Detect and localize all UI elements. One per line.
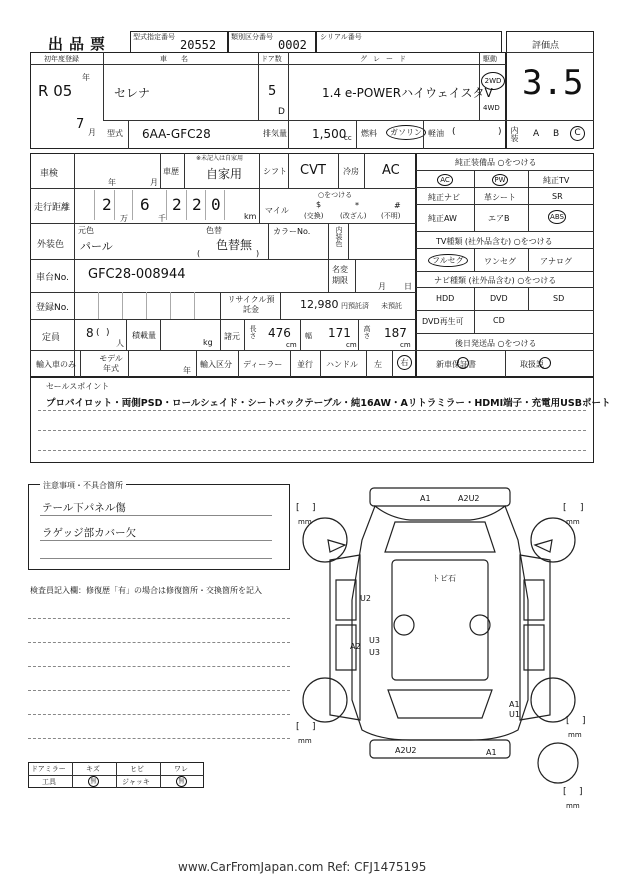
unknown-label: (不明) — [381, 212, 401, 220]
displacement-label: 排気量 — [263, 129, 287, 138]
later-header: 後日発送品 ○をつける — [455, 339, 537, 348]
equip-abs: ABS — [548, 210, 566, 224]
tyre-fl-mm: mm — [298, 518, 312, 526]
equip-aw: 純正AW — [428, 214, 457, 223]
ac-value: AC — [382, 163, 400, 178]
mark-front-a2u2: A2U2 — [458, 494, 480, 503]
parallel-label: 並行 — [297, 360, 313, 369]
category-label: 類別区分番号 — [231, 33, 273, 41]
displacement-unit: cc — [344, 134, 352, 142]
height-unit: cm — [400, 341, 411, 349]
later-manual: 取扱説 — [520, 360, 544, 369]
ac-label: 冷房 — [343, 167, 359, 176]
navi-sd: SD — [553, 294, 565, 303]
page-title: 出品票 — [48, 35, 112, 53]
type-value: 6AA-GFC28 — [142, 127, 211, 141]
drive-label: 駆動 — [483, 55, 497, 63]
sales-points-label: セールスポイント — [46, 382, 110, 391]
mileage-digit-3: 2 — [172, 195, 182, 214]
history-label: 車歴 — [163, 167, 179, 176]
capacity-value: 8 — [86, 326, 94, 340]
name-change-label: 名変期限 — [332, 265, 348, 285]
capacity-label: 定員 — [42, 333, 61, 343]
fuel-gasoline: ガソリン — [386, 125, 426, 140]
car-name-label: 車名 — [160, 55, 202, 63]
navi-dvd-play: DVD再生可 — [422, 317, 464, 326]
equip-leather: 革シート — [484, 193, 516, 202]
later-warranty: 新車保証書 — [436, 360, 476, 369]
equip-tv: 純正TV — [543, 176, 570, 185]
paint-label: 色替 — [206, 226, 222, 235]
handle-label: ハンドル — [326, 360, 358, 369]
exchange-symbol: $ — [316, 200, 322, 209]
exchange-label: (交換) — [304, 212, 324, 220]
inspection-month-suffix: 月 — [150, 178, 158, 187]
mark-rear-a2u2: A2U2 — [395, 746, 417, 755]
equip-sr: SR — [552, 192, 563, 201]
history-note: ※未記入は自家用 — [196, 155, 244, 162]
std-equipment-header: 純正装備品 ○をつける — [455, 158, 537, 167]
dealer-label: ディーラー — [243, 360, 283, 369]
type-label: 型式 — [107, 129, 123, 138]
length-label: 長さ — [249, 325, 257, 339]
grade-label: グレード — [360, 55, 412, 63]
right-hand-label: 右 — [397, 355, 412, 370]
drive-2wd: 2WD — [481, 72, 505, 90]
width-unit: cm — [346, 341, 357, 349]
color-no-label: カラーNo. — [273, 227, 311, 236]
navi-header: ナビ種類 (社外品含む) ○をつける — [434, 276, 557, 285]
circle-note: ○をつける — [318, 191, 353, 199]
model-designation-label: 型式指定番号 — [133, 33, 175, 41]
original-color-label: 元色 — [78, 226, 94, 235]
inspector-label: 検査員記入欄：修復歴「有」の場合は修復箇所・交換箇所を記入 — [30, 586, 262, 595]
car-name-value: セレナ — [114, 86, 151, 100]
recycle-label: リサイクル預託金 — [227, 295, 275, 314]
legend-scratch: キズ — [86, 765, 100, 773]
mark-rear-a1: A1 — [486, 748, 497, 757]
legend-crack: ヒビ — [130, 765, 144, 773]
month-suffix: 月 — [88, 128, 96, 137]
shift-value: CVT — [300, 163, 326, 178]
navi-dvd: DVD — [490, 294, 508, 303]
tv-header: TV種類 (社外品含む) ○をつける — [436, 237, 553, 246]
original-color-value: パール — [80, 240, 113, 253]
recycle-status: 円預託済 — [341, 302, 369, 310]
mileage-man: 万 — [120, 214, 128, 223]
mileage-unit: km — [244, 212, 257, 221]
fuel-label: 燃料 — [361, 129, 377, 138]
name-change-day: 日 — [404, 282, 412, 291]
registration-label: 登録No. — [36, 303, 69, 313]
height-value: 187 — [384, 326, 407, 340]
name-change-month: 月 — [378, 282, 386, 291]
load-label: 積載量 — [132, 331, 156, 340]
left-hand-label: 左 — [374, 360, 382, 369]
width-value: 171 — [328, 326, 351, 340]
legend-tools-value: 無 — [88, 776, 99, 787]
interior-c: C — [570, 126, 585, 141]
sales-points-text: プロパイロット・両側PSD・ロールシェイド・シートバックテーブル・純16AW・Aリトラミラー・HDMI端子・充電用USBポート — [46, 398, 611, 409]
chassis-label: 車台No. — [36, 273, 69, 283]
legend-door-mirror: ドアミラー — [31, 765, 66, 773]
first-reg-month: 7 — [76, 117, 85, 132]
height-label: 高さ — [363, 325, 371, 339]
inspection-label: 車検 — [40, 169, 59, 179]
length-value: 476 — [268, 326, 291, 340]
drive-4wd: 4WD — [483, 104, 500, 112]
legend-broken: ワレ — [174, 765, 188, 773]
grade-value: 1.4 e-POWERハイウェイスタV — [322, 86, 493, 100]
model-designation-value: 20552 — [180, 38, 217, 52]
paint-value: 色替無 — [216, 238, 253, 252]
tyre-rl-mm: mm — [298, 737, 312, 745]
displacement-value: 1,500 — [312, 127, 347, 141]
tyre-spare-mm: mm — [566, 802, 580, 810]
first-reg-year: R 05 — [38, 82, 73, 100]
navi-hdd: HDD — [436, 294, 455, 303]
model-year-suffix: 年 — [183, 366, 191, 375]
equip-ac: AC — [437, 174, 453, 186]
tyre-rr-mm: mm — [568, 731, 582, 739]
equip-navi: 純正ナビ — [428, 193, 460, 202]
serial-label: シリアル番号 — [320, 33, 362, 41]
shift-label: シフト — [263, 167, 287, 176]
mileage-digit-1: 2 — [102, 195, 112, 214]
footer-watermark: www.CarFromJapan.com Ref: CFJ1475195 — [178, 860, 427, 874]
interior-color-label: 内装色 — [335, 226, 343, 247]
doors-value: 5 — [268, 84, 277, 99]
fuel-diesel: 軽油 — [428, 129, 444, 138]
notes-line-2: ラゲッジ部カバー欠 — [42, 527, 137, 539]
mileage-sen: 千 — [158, 214, 166, 223]
interior-label: 内装 — [510, 126, 519, 142]
mileage-digit-2: 6 — [140, 195, 150, 214]
mileage-digit-5: 0 — [211, 195, 221, 214]
tyre-fr-mm: mm — [566, 518, 580, 526]
import-label: 輸入車のみ — [36, 360, 76, 369]
mark-left-u3b: U3 — [369, 648, 380, 657]
mark-front-a1: A1 — [420, 494, 431, 503]
recycle-value: 12,980 — [300, 298, 339, 311]
score-label: 評価点 — [532, 41, 560, 51]
mark-left-u2: U2 — [360, 594, 371, 603]
interior-b: B — [553, 129, 560, 139]
year-suffix: 年 — [82, 73, 90, 82]
mile-label: マイル — [265, 206, 289, 215]
equip-airbag: エアB — [488, 214, 510, 223]
unknown-symbol: # — [394, 201, 401, 210]
exterior-color-label: 外装色 — [37, 240, 65, 250]
inspection-year-suffix: 年 — [108, 178, 116, 187]
navi-cd: CD — [493, 316, 505, 325]
history-value: 自家用 — [206, 167, 243, 181]
equip-pw: PW — [492, 174, 508, 186]
tv-oneseg: ワンセグ — [484, 257, 516, 266]
mileage-digit-4: 2 — [192, 195, 202, 214]
model-year-label: モデル年式 — [99, 354, 123, 373]
first-reg-label: 初年度登録 — [44, 55, 79, 63]
load-unit: kg — [203, 338, 213, 347]
tv-analog: アナログ — [540, 257, 572, 266]
notes-line-1: テール下パネル傷 — [42, 502, 126, 514]
length-unit: cm — [286, 341, 297, 349]
import-type-label: 輸入区分 — [200, 360, 232, 369]
mark-roof-stone: トビ石 — [432, 574, 456, 583]
tv-fullseg: フルセグ — [428, 254, 468, 267]
chassis-value: GFC28-008944 — [88, 267, 186, 282]
legend-tools: 工具 — [42, 778, 56, 786]
category-value: 0002 — [278, 38, 307, 52]
capacity-unit: 人 — [116, 339, 124, 348]
mark-left-u3a: U3 — [369, 636, 380, 645]
door-type: D — [278, 107, 285, 117]
interior-a: A — [533, 129, 540, 139]
doors-label: ドア数 — [261, 55, 282, 63]
mark-right-a1: A1 — [509, 700, 520, 709]
mark-right-u1: U1 — [509, 710, 520, 719]
legend-jack-value: 無 — [176, 776, 187, 787]
notes-label: 注意事項・不具合箇所 — [40, 480, 126, 491]
not-deposited: 未預託 — [381, 302, 402, 310]
tamper-symbol: * — [355, 201, 359, 210]
dims-label: 諸元 — [224, 332, 240, 341]
legend-jack: ジャッキ — [122, 778, 150, 786]
tamper-label: (改ざん) — [340, 212, 367, 220]
mark-left-a2: A2 — [350, 642, 361, 651]
mileage-label: 走行距離 — [34, 203, 71, 213]
score-value: 3.5 — [522, 63, 584, 103]
width-label: 幅 — [305, 332, 312, 340]
